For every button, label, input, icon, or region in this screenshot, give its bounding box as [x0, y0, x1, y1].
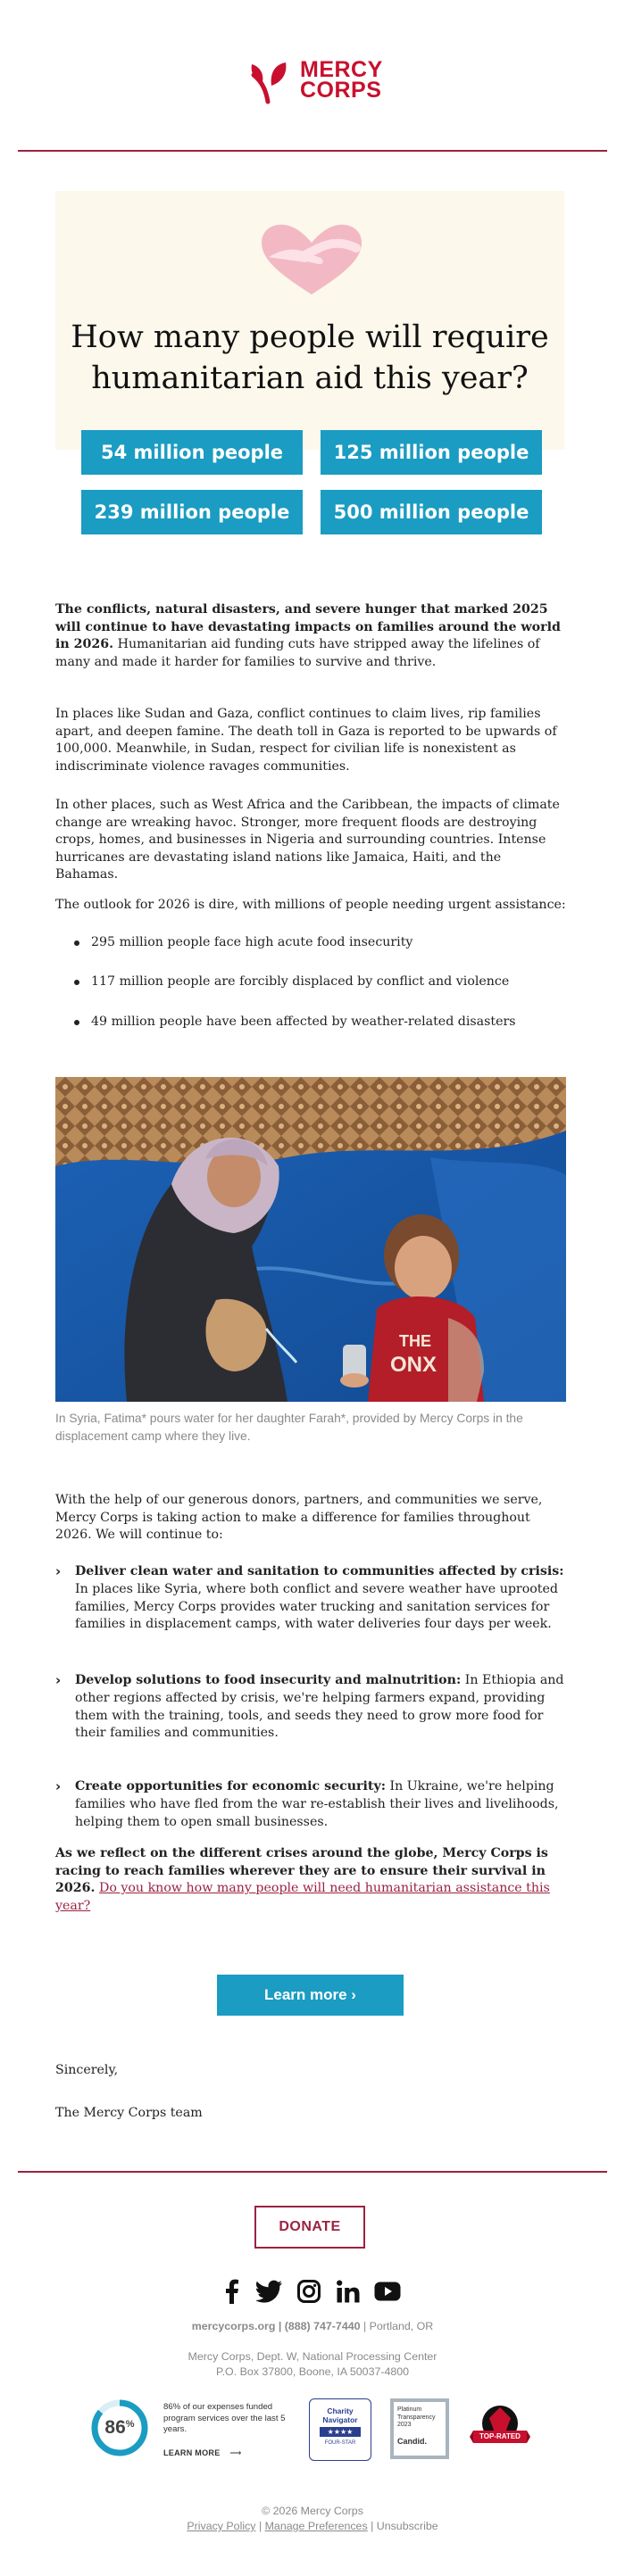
action-item-3 — [55, 1778, 566, 1831]
syria-photo — [55, 1077, 566, 1402]
charity-navigator-badge[interactable] — [309, 2398, 371, 2461]
cn-line-2: Navigator — [322, 2415, 358, 2424]
contact-location: | Portland, OR — [360, 2320, 434, 2332]
closing-bold: As we reflect on the different crises around the globe, Mercy Corps is racing to reach families wherever they are to ensure their survival in 2026. — [55, 1846, 548, 1896]
contact-line — [0, 2319, 625, 2334]
statistics-list — [55, 934, 566, 1053]
gauge-unit: % — [125, 2419, 135, 2430]
facebook-icon[interactable] — [221, 2278, 243, 2305]
signoff: Sincerely, — [55, 2063, 119, 2077]
intro-p3-text: In other places, such as West Africa and the Caribbean, the impacts of climate change are wreaking havoc. Stronger, more frequent floods are destroying crops, homes, and businesses in Nigeria and surrounding countries. Intense hurricanes are devastating island nations like Jamaica, Haiti, and the Bahamas. — [55, 798, 560, 882]
action-text: In Ethiopia and other regions affected by crisis, we're helping farmers expand, providing them with the training, tools, and seeds they need to grow more food for their families and communities. — [75, 1673, 564, 1741]
sprout-icon — [243, 55, 293, 105]
twitter-icon[interactable] — [255, 2278, 284, 2305]
actions-intro — [55, 1492, 566, 1545]
answer-option-4[interactable]: 500 million people — [321, 490, 542, 534]
actions-intro-text: With the help of our generous donors, partners, and communities we serve, Mercy Corps is taking action to make a difference for families throughout 2026. We will continue to: — [55, 1493, 543, 1543]
photo-illustration — [55, 1077, 566, 1402]
svg-text:THE: THE — [399, 1332, 431, 1350]
action-title: Develop solutions to food insecurity and malnutrition: — [75, 1673, 462, 1687]
top-rated-label: TOP-RATED — [479, 2432, 521, 2440]
intro-paragraph-1 — [55, 601, 566, 671]
linkedin-icon[interactable] — [336, 2278, 361, 2305]
candid-transparency-badge[interactable] — [390, 2398, 449, 2459]
action-text: In Ukraine, we're helping families who have fled from the war re-establish their lives and livelihoods, helping them to open small businesses. — [75, 1779, 559, 1829]
chevron-right-icon: › — [55, 1778, 62, 1794]
list-item: 295 million people face high acute food insecurity — [55, 934, 566, 952]
action-item-1 — [55, 1563, 566, 1634]
handshake-heart-icon — [254, 221, 369, 296]
donate-button[interactable]: DONATE — [254, 2206, 365, 2249]
photo-caption: In Syria, Fatima* pours water for her daughter Farah*, provided by Mercy Corps in the displacement camp where they live. — [55, 1412, 523, 1443]
expense-stat-text: 86% of our expenses funded program services over the last 5 years. — [163, 2402, 286, 2434]
expense-ratio-gauge[interactable] — [90, 2398, 149, 2457]
action-item-2 — [55, 1672, 566, 1743]
svg-text:ONX: ONX — [390, 1353, 438, 1377]
hero-title: How many people will require humanitarian aid this year? — [71, 319, 549, 396]
answer-option-2[interactable]: 125 million people — [321, 430, 542, 475]
top-rated-badge[interactable] — [470, 2398, 530, 2459]
closing-link[interactable]: Do you know how many people will need humanitarian assistance this year? — [55, 1881, 550, 1913]
candid-line-2: Transparency — [397, 2414, 436, 2421]
mercy-corps-logo[interactable] — [243, 52, 386, 109]
candid-year: 2023 — [397, 2422, 412, 2428]
arrow-right-icon: ⟶ — [229, 2448, 242, 2457]
closing-paragraph — [55, 1845, 566, 1915]
answer-option-1[interactable]: 54 million people — [81, 430, 303, 475]
chevron-right-icon: › — [55, 1672, 62, 1688]
manage-preferences-link[interactable]: Manage Preferences — [264, 2520, 368, 2532]
candid-name: Candid. — [397, 2436, 427, 2446]
footer-divider — [18, 2171, 607, 2173]
gauge-value: 86 — [104, 2417, 126, 2438]
cn-stars: ★★★★ — [320, 2427, 361, 2437]
intro-bold: The conflicts, natural disasters, and severe hunger that marked 2025 will continue to have devastating impacts on families around the world in 2026. — [55, 602, 561, 652]
copyright: © 2026 Mercy Corps — [262, 2505, 363, 2517]
intro-p4-text: The outlook for 2026 is dire, with millions of people needing urgent assistance: — [55, 898, 566, 912]
logo-line-2: CORPS — [300, 78, 382, 103]
youtube-icon[interactable] — [373, 2278, 402, 2305]
intro-paragraph-4 — [55, 897, 566, 915]
intro-p2-text: In places like Sudan and Gaza, conflict continues to claim lives, rip families apart, and deepen famine. The death toll in Gaza is reported to be upwards of 100,000. Meanwhile, in Sudan, respect for civilian life is nonexistent as indiscriminate violence ravages communities. — [55, 707, 557, 774]
stat-learn-more-label: LEARN MORE — [163, 2448, 221, 2457]
footer-links: Privacy Policy | Manage Preferences | Unsubscribe — [187, 2520, 438, 2532]
instagram-icon[interactable] — [296, 2278, 321, 2305]
privacy-policy-link[interactable]: Privacy Policy — [187, 2520, 256, 2532]
chevron-right-icon: › — [55, 1563, 62, 1579]
intro-paragraph-3 — [55, 797, 566, 884]
list-item: 117 million people are forcibly displaced by conflict and violence — [55, 973, 566, 991]
contact-bold[interactable]: mercycorps.org | (888) 747-7440 — [191, 2320, 361, 2332]
learn-more-button[interactable]: Learn more › — [217, 1975, 404, 2016]
cn-rating: FOUR-STAR — [324, 2440, 356, 2446]
header-divider — [18, 150, 607, 152]
signature: The Mercy Corps team — [55, 2106, 203, 2120]
top-rated-icon — [470, 2398, 530, 2459]
cn-line-1: Charity — [327, 2406, 354, 2415]
logo-line-1: MERCY — [300, 57, 383, 82]
candid-line-1: Platinum — [397, 2406, 422, 2413]
answer-option-3[interactable]: 239 million people — [81, 490, 303, 534]
action-text: In places like Syria, where both conflict and severe weather have uprooted families, Mercy Corps provides water trucking and sanitation services for families in displacement camps, with water deliveries four days per week. — [75, 1581, 558, 1632]
intro-paragraph-2 — [55, 706, 566, 775]
action-title: Deliver clean water and sanitation to communities affected by crisis: — [75, 1564, 564, 1578]
intro-rest: Humanitarian aid funding cuts have stripped away the lifelines of many and made it harder for families to survive and thrive. — [55, 637, 540, 669]
address-line-1: Mercy Corps, Dept. W, National Processing Center — [188, 2350, 438, 2363]
stat-learn-more-link[interactable] — [163, 2448, 242, 2458]
list-item: 49 million people have been affected by weather-related disasters — [55, 1014, 566, 1031]
action-title: Create opportunities for economic security: — [75, 1779, 386, 1793]
address-line-2: P.O. Box 37800, Boone, IA 50037-4800 — [215, 2365, 410, 2378]
unsubscribe-link[interactable]: Unsubscribe — [376, 2520, 438, 2532]
